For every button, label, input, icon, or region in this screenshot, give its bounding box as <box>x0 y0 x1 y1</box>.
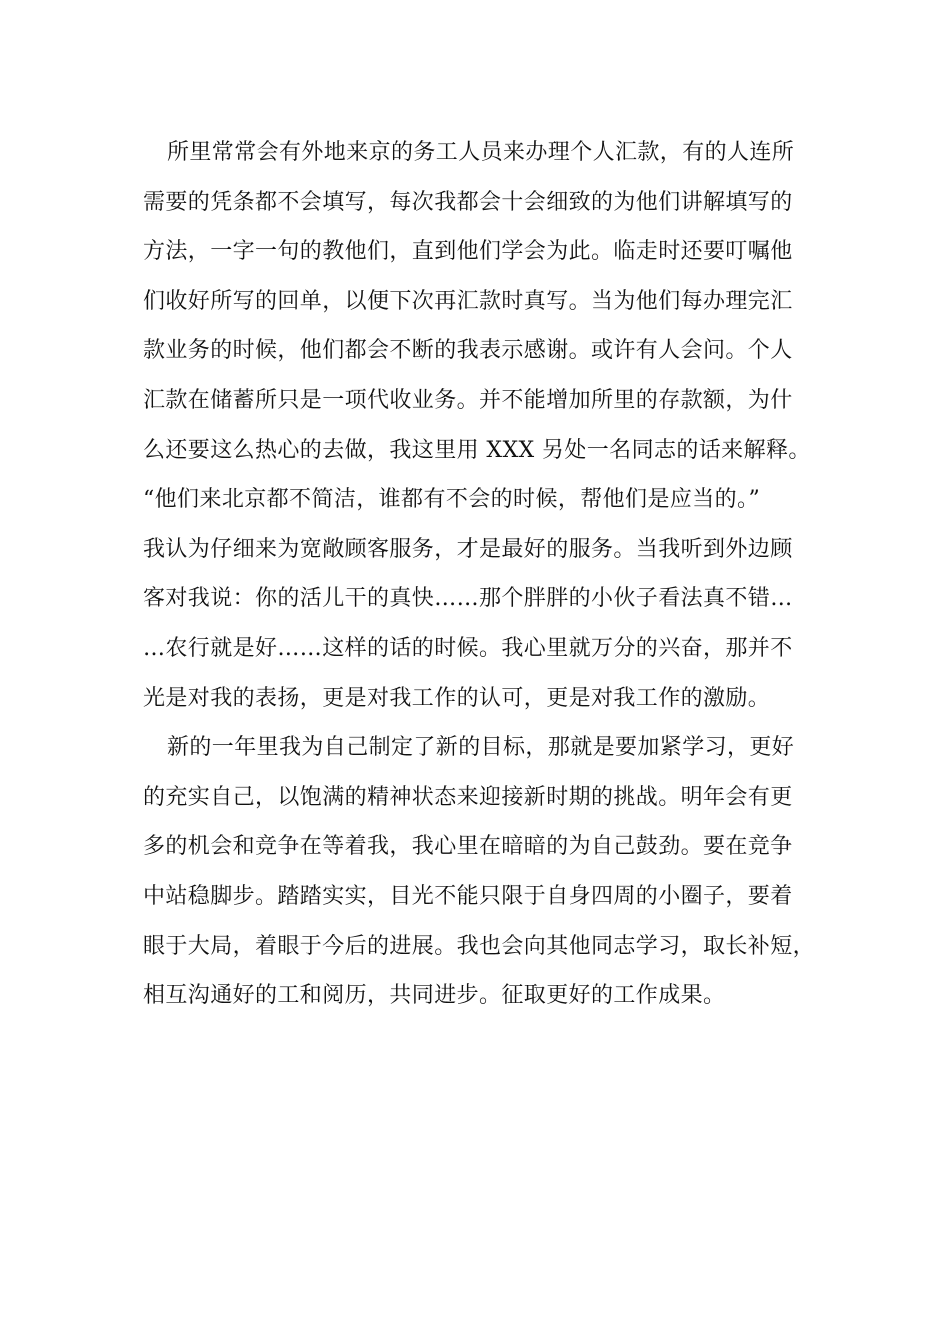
text-line: 新的一年里我为自己制定了新的目标，那就是要加紧学习，更好 <box>167 735 795 761</box>
text-line: 光是对我的表扬，更是对我工作的认可，更是对我工作的激励。 <box>143 685 771 711</box>
text-line: …农行就是好……这样的话的时候。我心里就万分的兴奋，那并不 <box>143 635 793 661</box>
text-line: 汇款在储蓄所只是一项代收业务。并不能增加所里的存款额，为什 <box>143 387 793 413</box>
text-line: 中站稳脚步。踏踏实实，目光不能只限于自身四周的小圈子，要着 <box>143 883 793 909</box>
text-line: 方法，一字一句的教他们，直到他们学会为此。临走时还要叮嘱他 <box>143 239 793 265</box>
text-line: 们收好所写的回单，以便下次再汇款时真写。当为他们每办理完汇 <box>143 288 793 314</box>
text-line: 客对我说：你的活儿干的真快……那个胖胖的小伙子看法真不错… <box>143 586 793 612</box>
text-line: “他们来北京都不简洁，谁都有不会的时候，帮他们是应当的。” <box>143 487 761 513</box>
text-line: 么还要这么热心的去做，我这里用 XXX 另处一名同志的话来解释。 <box>143 437 811 463</box>
paragraph-1 <box>143 128 833 723</box>
text-line: 需要的凭条都不会填写，每次我都会十会细致的为他们讲解填写的 <box>143 189 793 215</box>
text-line: 的充实自己，以饱满的精神状态来迎接新时期的挑战。明年会有更 <box>143 784 793 810</box>
text-line: 眼于大局，着眼于今后的进展。我也会向其他同志学习，取长补短， <box>143 933 816 959</box>
text-line: 我认为仔细来为宽敞顾客服务，才是最好的服务。当我听到外边顾 <box>143 536 793 562</box>
paragraph-2 <box>143 723 833 1021</box>
document-body <box>143 128 833 1021</box>
text-line: 所里常常会有外地来京的务工人员来办理个人汇款，有的人连所 <box>167 140 795 165</box>
text-line: 款业务的时候，他们都会不断的我表示感谢。或许有人会问。个人 <box>143 338 793 364</box>
text-line: 相互沟通好的工和阅历，共同进步。征取更好的工作成果。 <box>143 983 726 1009</box>
text-line: 多的机会和竞争在等着我，我心里在暗暗的为自己鼓劲。要在竞争 <box>143 834 793 860</box>
